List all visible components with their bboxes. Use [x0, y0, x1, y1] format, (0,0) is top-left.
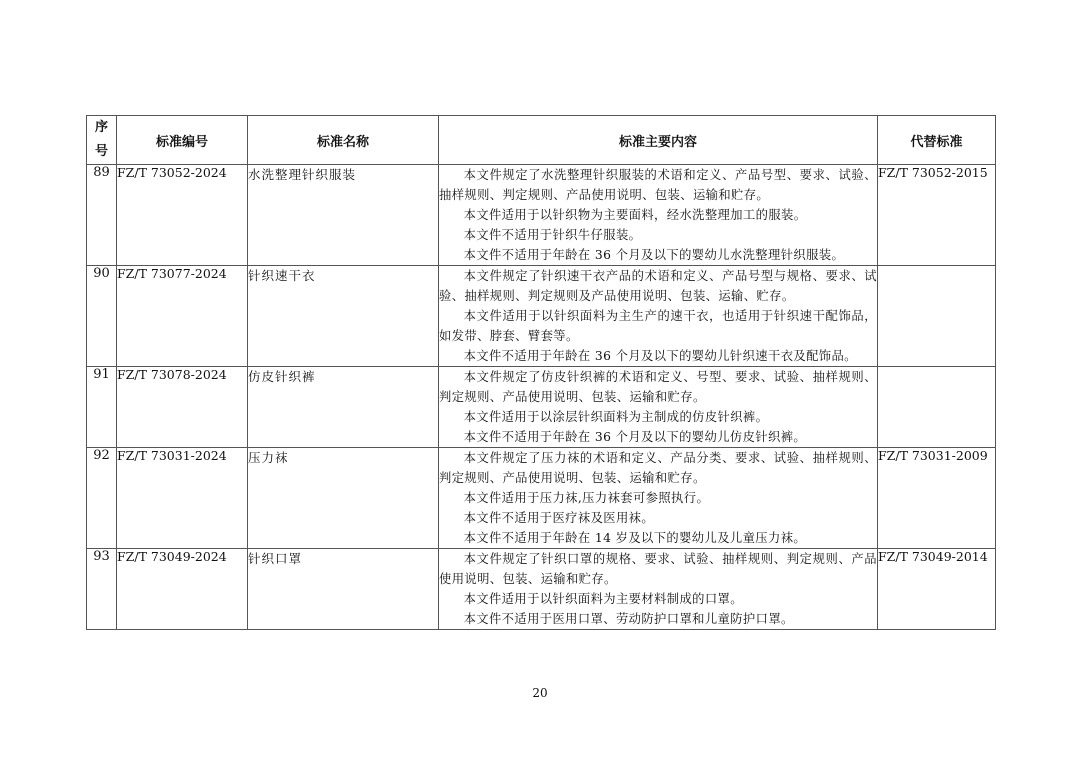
header-seq	[87, 116, 117, 165]
row-replaced-standard: FZ/T 73052-2015	[878, 165, 996, 266]
table-row	[87, 448, 996, 549]
row-main-content	[439, 266, 878, 367]
row-seq: 90	[87, 266, 117, 367]
content-paragraph: 本文件规定了针织速干衣产品的术语和定义、产品号型与规格、要求、试验、抽样规则、判定规则及产品使用说明、包装、运输、贮存。	[439, 269, 877, 303]
table-row	[87, 549, 996, 630]
row-main-content	[439, 448, 878, 549]
row-replaced-standard: FZ/T 73049-2014	[878, 549, 996, 630]
row-seq: 92	[87, 448, 117, 549]
row-main-content	[439, 549, 878, 630]
content-paragraph: 本文件规定了针织口罩的规格、要求、试验、抽样规则、判定规则、产品使用说明、包装、运输和贮存。	[439, 552, 877, 586]
row-standard-name: 针织口罩	[248, 549, 439, 630]
content-paragraph: 本文件不适用于年龄在 36 个月及以下的婴幼儿针织速干衣及配饰品。	[463, 349, 857, 363]
row-standard-code: FZ/T 73078-2024	[117, 367, 248, 448]
table-row	[87, 266, 996, 367]
content-paragraph: 本文件规定了压力袜的术语和定义、产品分类、要求、试验、抽样规则、判定规则、产品使用说明、包装、运输和贮存。	[439, 451, 877, 485]
standards-table	[86, 115, 996, 630]
row-standard-code: FZ/T 73077-2024	[117, 266, 248, 367]
row-standard-code: FZ/T 73049-2024	[117, 549, 248, 630]
content-paragraph: 本文件适用于以针织物为主要面料，经水洗整理加工的服装。	[463, 208, 807, 222]
row-standard-code: FZ/T 73052-2024	[117, 165, 248, 266]
table-header-row	[87, 116, 996, 165]
row-seq: 89	[87, 165, 117, 266]
page-number: 20	[532, 686, 548, 700]
header-code: 标准编号	[117, 116, 248, 165]
content-paragraph: 本文件规定了水洗整理针织服装的术语和定义、产品号型、要求、试验、抽样规则、判定规则、产品使用说明、包装、运输和贮存。	[439, 168, 877, 202]
content-paragraph: 本文件不适用于年龄在 14 岁及以下的婴幼儿及儿童压力袜。	[463, 531, 807, 545]
header-content: 标准主要内容	[439, 116, 878, 165]
content-paragraph: 本文件不适用于医用口罩、劳动防护口罩和儿童防护口罩。	[463, 612, 794, 626]
row-replaced-standard	[878, 367, 996, 448]
header-seq-bottom: 号	[94, 144, 108, 159]
header-name: 标准名称	[248, 116, 439, 165]
row-standard-code: FZ/T 73031-2024	[117, 448, 248, 549]
row-standard-name: 仿皮针织裤	[248, 367, 439, 448]
row-replaced-standard	[878, 266, 996, 367]
header-replace: 代替标准	[878, 116, 996, 165]
row-standard-name: 针织速干衣	[248, 266, 439, 367]
table-row	[87, 165, 996, 266]
content-paragraph: 本文件不适用于年龄在 36 个月及以下的婴幼儿仿皮针织裤。	[463, 430, 807, 444]
content-paragraph: 本文件适用于以针织面料为主生产的速干衣，也适用于针织速干配饰品，如发带、脖套、臂套等。	[439, 309, 877, 343]
header-seq-top: 序	[94, 120, 108, 135]
row-main-content	[439, 165, 878, 266]
table-row	[87, 367, 996, 448]
row-standard-name: 水洗整理针织服装	[248, 165, 439, 266]
content-paragraph: 本文件规定了仿皮针织裤的术语和定义、号型、要求、试验、抽样规则、判定规则、产品使用说明、包装、运输和贮存。	[439, 370, 877, 404]
content-paragraph: 本文件不适用于医疗袜及医用袜。	[463, 511, 655, 525]
content-paragraph: 本文件适用于以涂层针织面料为主制成的仿皮针织裤。	[463, 410, 769, 424]
row-standard-name: 压力袜	[248, 448, 439, 549]
content-paragraph: 本文件不适用于年龄在 36 个月及以下的婴幼儿水洗整理针织服装。	[463, 248, 845, 262]
row-main-content	[439, 367, 878, 448]
content-paragraph: 本文件适用于压力袜,压力袜套可参照执行。	[463, 491, 710, 505]
row-seq: 93	[87, 549, 117, 630]
content-paragraph: 本文件不适用于针织牛仔服装。	[463, 228, 642, 242]
row-replaced-standard: FZ/T 73031-2009	[878, 448, 996, 549]
row-seq: 91	[87, 367, 117, 448]
content-paragraph: 本文件适用于以针织面料为主要材料制成的口罩。	[463, 592, 743, 606]
